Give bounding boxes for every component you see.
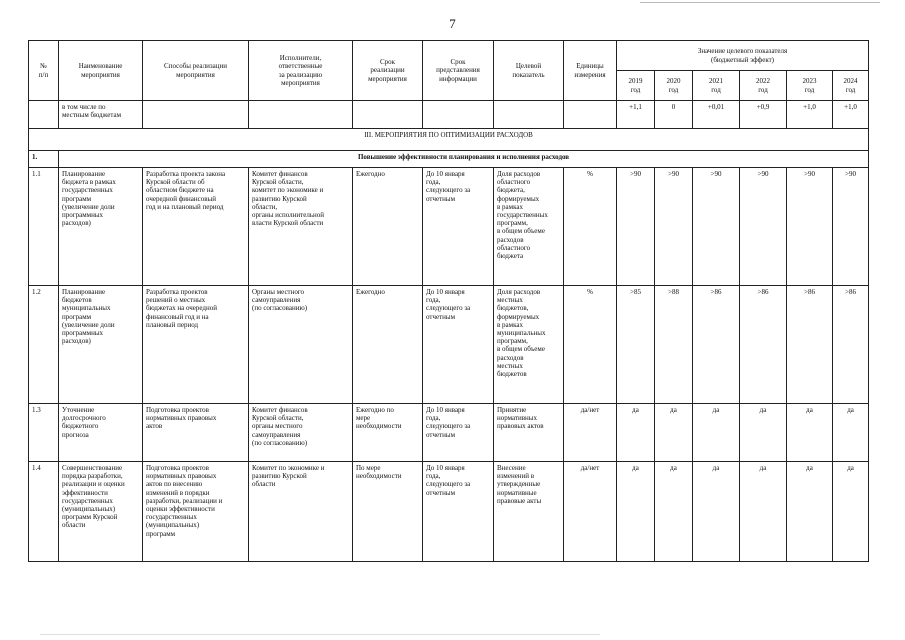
header-year: 2022 год [740, 71, 787, 101]
table-row [29, 168, 869, 286]
cell-value: да [655, 462, 693, 562]
cell-num: 1.4 [29, 462, 59, 562]
cell-unit: да/нет [564, 462, 617, 562]
cell-value: +0,01 [693, 101, 740, 129]
cell-value: >90 [787, 168, 833, 286]
cell-num: 1.1 [29, 168, 59, 286]
section-title: III. МЕРОПРИЯТИЯ ПО ОПТИМИЗАЦИИ РАСХОДОВ [29, 129, 869, 151]
subsection-num: 1. [29, 151, 59, 168]
cell-value: >86 [787, 286, 833, 404]
cell-value: >86 [693, 286, 740, 404]
table-row [29, 286, 869, 404]
cell-value: >85 [617, 286, 655, 404]
cell-value: >86 [833, 286, 869, 404]
cell-term: Ежегодно по мере необходимости [353, 404, 423, 462]
cell-value: да [833, 404, 869, 462]
table-row [29, 462, 869, 562]
cell-value: 0 [655, 101, 693, 129]
measures-table [28, 40, 869, 562]
cell-term: Ежегодно [353, 168, 423, 286]
cell-report: До 10 января года, следующего за отчетным [423, 462, 494, 562]
cell-term: Ежегодно [353, 286, 423, 404]
header-name: Наименование мероприятия [59, 41, 143, 101]
cell-value: >90 [655, 168, 693, 286]
cell-num [29, 101, 59, 129]
scan-artifact-line [40, 634, 600, 635]
scan-artifact-line [640, 2, 880, 3]
cell-value: >88 [655, 286, 693, 404]
cell-unit: % [564, 286, 617, 404]
header-year: 2019 год [617, 71, 655, 101]
cell-value: да [787, 404, 833, 462]
header-indicator: Целевой показатель [494, 41, 564, 101]
cell-report [423, 101, 494, 129]
header-year: 2020 год [655, 71, 693, 101]
page-number: 7 [449, 16, 456, 31]
cell-report: До 10 января года, следующего за отчетным [423, 404, 494, 462]
cell-value: >90 [740, 168, 787, 286]
cell-method: Разработка проектов решений о местных бюджетах на очередной финансовый год и на плановый период [143, 286, 249, 404]
header-year: 2023 год [787, 71, 833, 101]
header-target-value: Значение целевого показателя (бюджетный эффект) [617, 41, 869, 71]
subsection-row [29, 151, 869, 168]
cell-value: +1,0 [787, 101, 833, 129]
header-term: Срок реализации мероприятия [353, 41, 423, 101]
cell-unit [564, 101, 617, 129]
cell-value: >90 [833, 168, 869, 286]
cell-executor: Органы местного самоуправления (по согласованию) [249, 286, 353, 404]
cell-indicator: Принятие нормативных правовых актов [494, 404, 564, 462]
cell-value: >90 [693, 168, 740, 286]
cell-name: Планирование бюджета в рамках государственных программ (увеличение доли программных расходов) [59, 168, 143, 286]
cell-value: да [617, 404, 655, 462]
cell-indicator: Внесение изменений в утвержденные нормативные правовые акты [494, 462, 564, 562]
cell-method: Подготовка проектов нормативных правовых актов [143, 404, 249, 462]
cell-method [143, 101, 249, 129]
cell-value: да [740, 462, 787, 562]
cell-name: в том числе по местным бюджетам [59, 101, 143, 129]
cell-term [353, 101, 423, 129]
header-units: Единицы измерения [564, 41, 617, 101]
cell-executor: Комитет финансов Курской области, органы местного самоуправления (по согласованию) [249, 404, 353, 462]
cell-executor: Комитет финансов Курской области, комитет по экономике и развитию Курской области, органы исполнительной власти Курской области [249, 168, 353, 286]
cell-num: 1.2 [29, 286, 59, 404]
cell-indicator: Доля расходов областного бюджета, формируемых в рамках государственных программ, в общем объеме расходов областного бюджета [494, 168, 564, 286]
cell-unit: да/нет [564, 404, 617, 462]
cell-executor [249, 101, 353, 129]
cell-value: да [655, 404, 693, 462]
cell-method: Подготовка проектов нормативных правовых актов по внесению изменений в порядки разработки, реализации и оценки эффективности государственных (муниципальных) программ [143, 462, 249, 562]
cell-method: Разработка проекта закона Курской области об областном бюджете на очередной финансовый год и на плановый период [143, 168, 249, 286]
section-row [29, 129, 869, 151]
table-row-local-budgets [29, 101, 869, 129]
cell-report: До 10 января года, следующего за отчетным [423, 168, 494, 286]
cell-term: По мере необходимости [353, 462, 423, 562]
header-executors: Исполнители, ответственные за реализацию мероприятия [249, 41, 353, 101]
cell-value: да [617, 462, 655, 562]
header-row-1 [29, 41, 869, 71]
cell-value: да [693, 404, 740, 462]
subsection-title: Повышение эффективности планирования и исполнения расходов [59, 151, 869, 168]
cell-name: Совершенствование порядка разработки, реализации и оценки эффективности государственных (муниципальных) программ Курской области [59, 462, 143, 562]
cell-value: +1,0 [833, 101, 869, 129]
cell-report: До 10 января года, следующего за отчетным [423, 286, 494, 404]
cell-value: +1,1 [617, 101, 655, 129]
header-year: 2024 год [833, 71, 869, 101]
cell-value: >90 [617, 168, 655, 286]
cell-value: да [787, 462, 833, 562]
cell-value: +0,9 [740, 101, 787, 129]
header-num: № п/п [29, 41, 59, 101]
table-row [29, 404, 869, 462]
cell-num: 1.3 [29, 404, 59, 462]
cell-value: да [693, 462, 740, 562]
cell-indicator: Доля расходов местных бюджетов, формируемых в рамках муниципальных программ, в общем объеме расходов местных бюджетов [494, 286, 564, 404]
cell-name: Уточнение долгосрочного бюджетного прогноза [59, 404, 143, 462]
cell-value: >86 [740, 286, 787, 404]
header-year: 2021 год [693, 71, 740, 101]
cell-indicator [494, 101, 564, 129]
header-methods: Способы реализации мероприятия [143, 41, 249, 101]
cell-unit: % [564, 168, 617, 286]
header-report: Срок представления информации [423, 41, 494, 101]
cell-executor: Комитет по экономике и развитию Курской области [249, 462, 353, 562]
cell-value: да [833, 462, 869, 562]
cell-value: да [740, 404, 787, 462]
cell-name: Планирование бюджетов муниципальных программ (увеличение доли программных расходов) [59, 286, 143, 404]
